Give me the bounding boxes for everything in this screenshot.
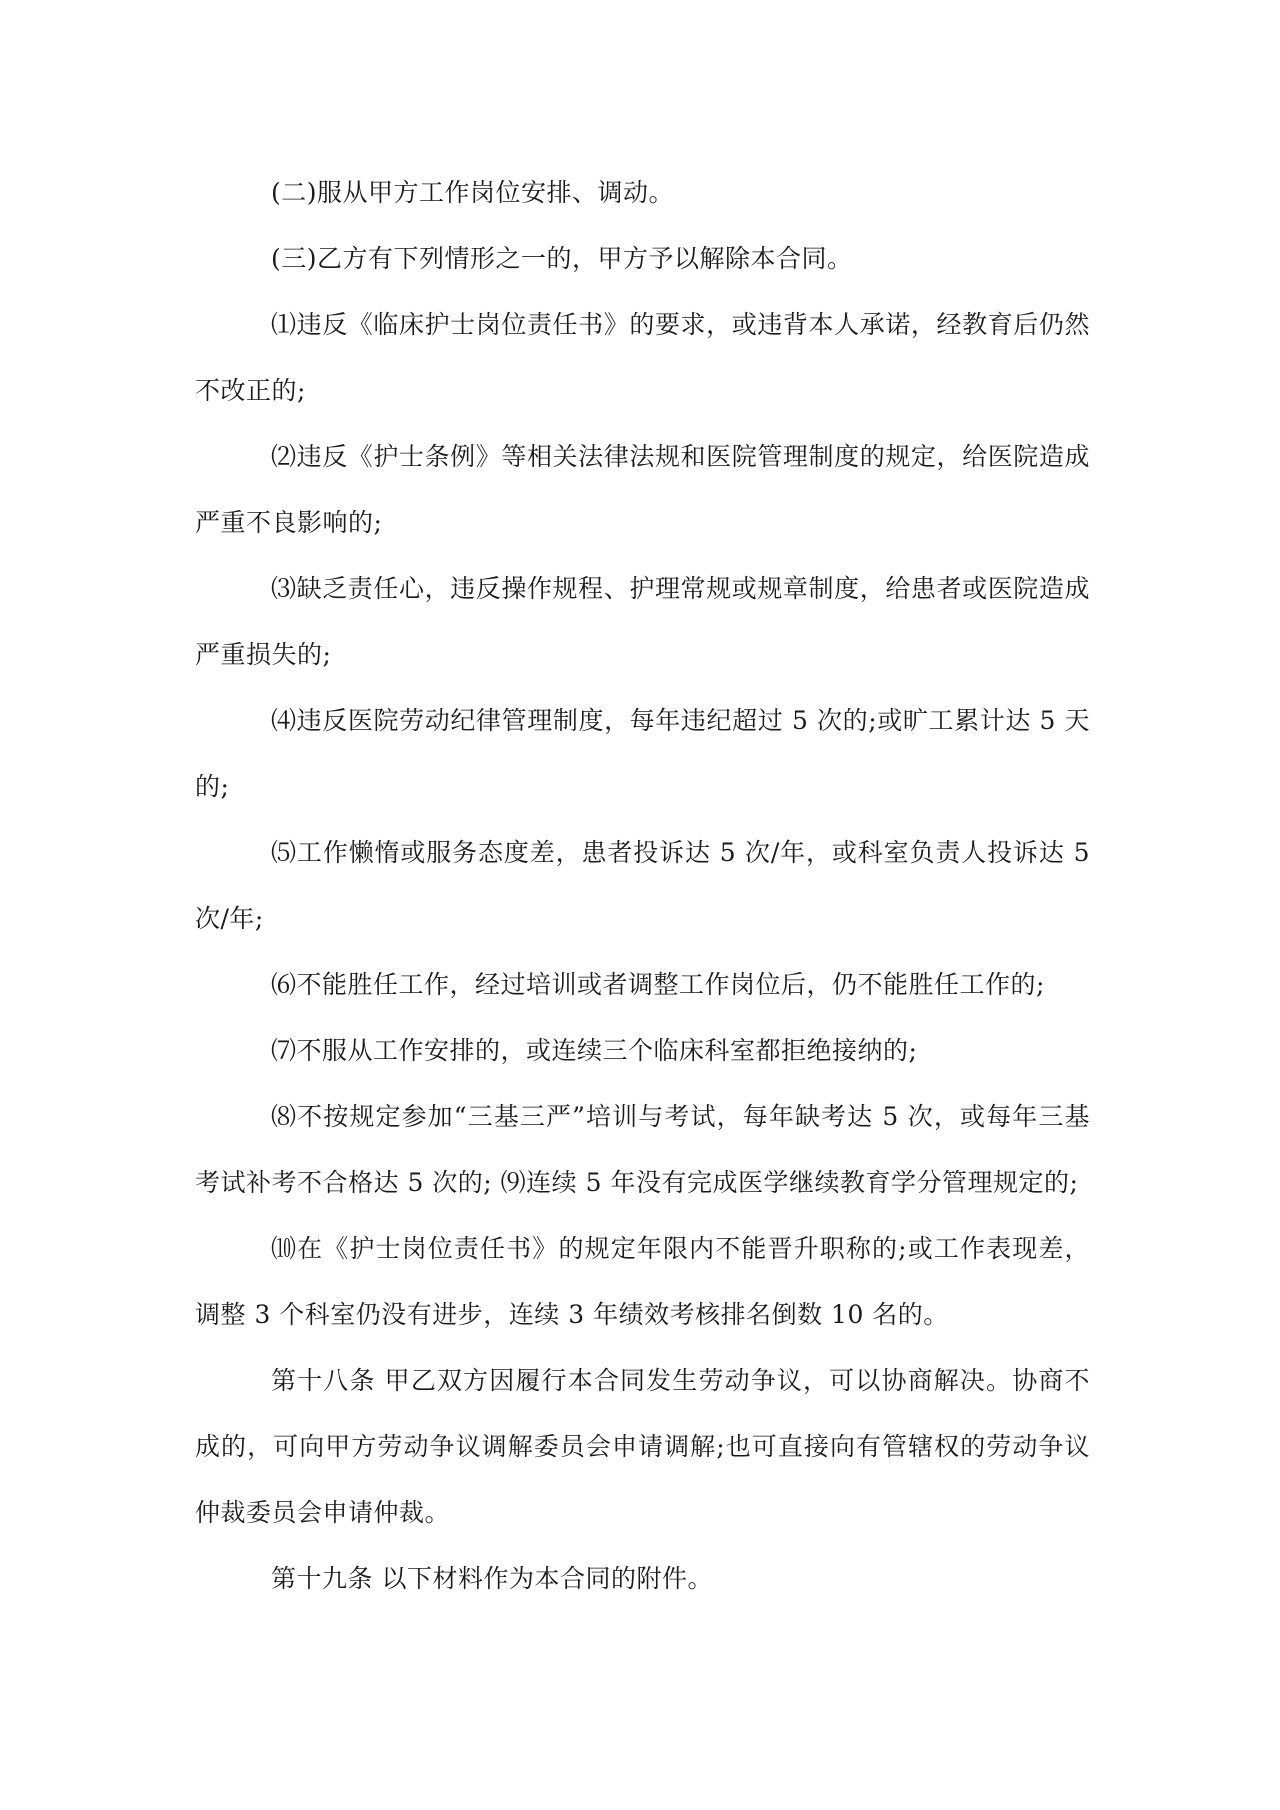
document-body [195,160,1090,1612]
clause-7: ⑺不服从工作安排的，或连续三个临床科室都拒绝接纳的; [271,1036,918,1065]
clause-4: ⑷违反医院劳动纪律管理制度，每年违纪超过 5 次的;或旷工累计达 5 天的; [195,706,1090,801]
clause-2: ⑵违反《护士条例》等相关法律法规和医院管理制度的规定，给医院造成严重不良影响的; [195,442,1090,537]
paragraph-item-3: (三)乙方有下列情形之一的，甲方予以解除本合同。 [271,244,853,273]
clause-10: ⑽在《护士岗位责任书》的规定年限内不能晋升职称的;或工作表现差，调整 3 个科室仍没有进步，连续 3 年绩效考核排名倒数 10 名的。 [195,1234,1090,1329]
paragraph-item-2: (二)服从甲方工作岗位安排、调动。 [271,178,675,207]
article-19: 第十九条 以下材料作为本合同的附件。 [271,1564,713,1593]
clause-8-9: ⑻不按规定参加“三基三严”培训与考试，每年缺考达 5 次，或每年三基考试补考不合格达 5 次的; ⑼连续 5 年没有完成医学继续教育学分管理规定的; [195,1102,1090,1197]
clause-5: ⑸工作懒惰或服务态度差，患者投诉达 5 次/年，或科室负责人投诉达 5 次/年; [195,838,1090,933]
clause-6: ⑹不能胜任工作，经过培训或者调整工作岗位后，仍不能胜任工作的; [271,970,1045,999]
clause-1: ⑴违反《临床护士岗位责任书》的要求，或违背本人承诺，经教育后仍然不改正的; [195,310,1090,405]
article-18: 第十八条 甲乙双方因履行本合同发生劳动争议，可以协商解决。协商不成的，可向甲方劳动争议调解委员会申请调解;也可直接向有管辖权的劳动争议仲裁委员会申请仲裁。 [195,1366,1090,1527]
clause-3: ⑶缺乏责任心，违反操作规程、护理常规或规章制度，给患者或医院造成严重损失的; [195,574,1090,669]
